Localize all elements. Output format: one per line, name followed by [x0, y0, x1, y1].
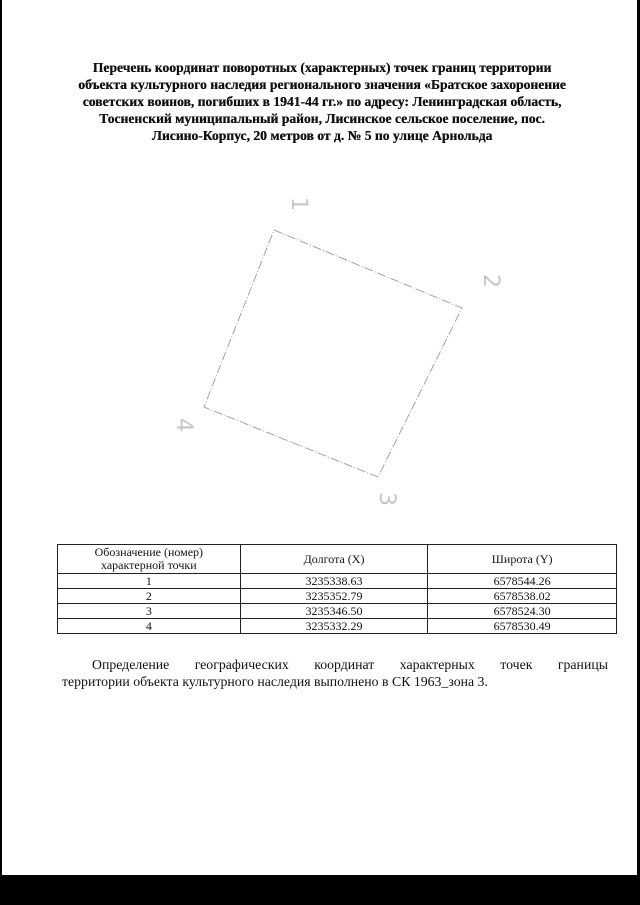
cell-x: 3235352.79 [240, 589, 428, 604]
cell-y: 6578538.02 [428, 589, 617, 604]
note-word: характерных [399, 657, 475, 672]
title-line: советских воинов, погибших в 1941-44 гг.» по адресу: Ленинградская область, [82, 94, 562, 109]
note-line-1 [62, 656, 608, 673]
note-word: координат [314, 657, 375, 672]
cell-y: 6578530.49 [428, 619, 617, 634]
title-line: Лисино-Корпус, 20 метров от д. № 5 по улице Арнольда [151, 128, 493, 143]
table-header-row [58, 545, 617, 574]
cell-point: 4 [58, 619, 241, 634]
document-title [58, 59, 586, 144]
point-label-2: 2 [478, 274, 503, 288]
cell-y: 6578524.30 [428, 604, 617, 619]
point-label-1: 1 [286, 197, 311, 211]
cell-x: 3235346.50 [240, 604, 428, 619]
table-row [58, 574, 617, 589]
cell-point: 1 [58, 574, 241, 589]
note-line-2: территории объекта культурного наследия выполнено в СК 1963_зона 3. [62, 674, 488, 689]
note-word: границы [557, 657, 608, 672]
table-row [58, 604, 617, 619]
header-latitude: Широта (Y) [428, 545, 617, 574]
cell-y: 6578544.26 [428, 574, 617, 589]
note-word: точек [500, 657, 533, 672]
boundary-scheme [170, 185, 510, 520]
note-word: географических [194, 657, 289, 672]
scan-left-edge [0, 0, 2, 905]
header-longitude: Долгота (X) [240, 545, 428, 574]
header-point-number: Обозначение (номер) характерной точки [58, 545, 241, 574]
note-word: Определение [92, 657, 170, 672]
title-line: объекта культурного наследия регионального значения «Братское захоронение [78, 77, 566, 92]
table-row [58, 619, 617, 634]
boundary-polygon [204, 230, 462, 477]
coordinate-system-note [62, 656, 608, 690]
point-label-3: 3 [374, 492, 399, 506]
point-label-4: 4 [171, 418, 196, 432]
cell-x: 3235332.29 [240, 619, 428, 634]
scan-bottom-band [0, 875, 640, 905]
table-row [58, 589, 617, 604]
title-line: Тосненский муниципальный район, Лисинское сельское поселение, пос. [99, 111, 545, 126]
cell-point: 2 [58, 589, 241, 604]
coordinates-table [57, 544, 617, 634]
title-line: Перечень координат поворотных (характерных) точек границ территории [92, 60, 552, 75]
cell-x: 3235338.63 [240, 574, 428, 589]
cell-point: 3 [58, 604, 241, 619]
